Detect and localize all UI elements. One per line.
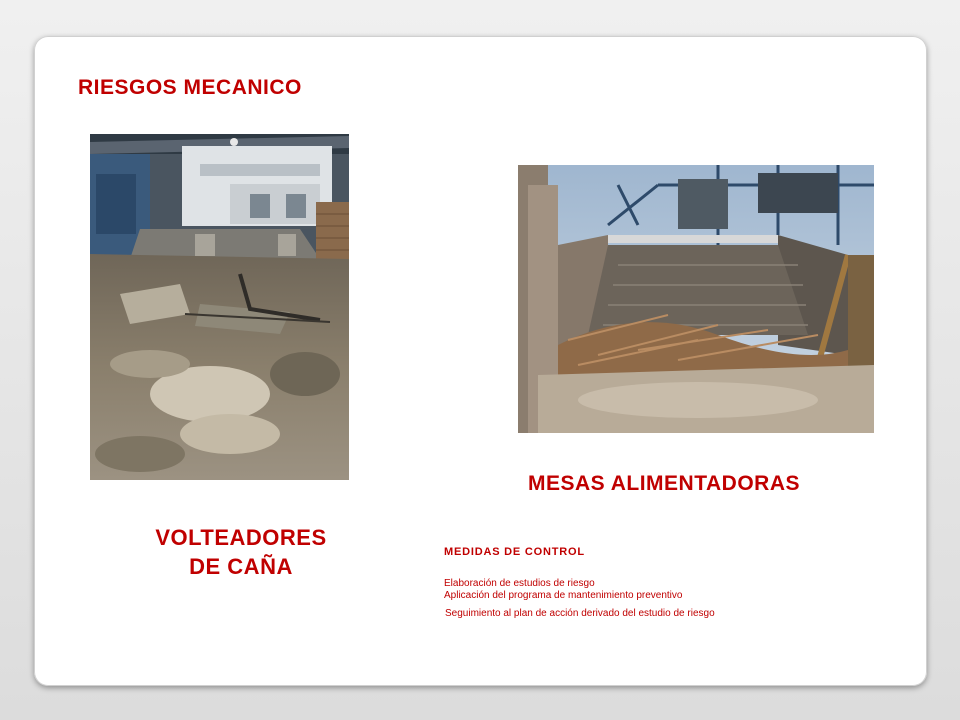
control-measure-item: Aplicación del programa de mantenimiento preventivo	[444, 590, 683, 601]
slide-title: RIESGOS MECANICO	[78, 76, 302, 99]
cane-tipper-photo	[90, 134, 349, 480]
control-measure-item: Elaboración de estudios de riesgo	[444, 578, 595, 589]
cane-tipper-caption-line1: VOLTEADORES	[155, 525, 327, 550]
control-measure-item: Seguimiento al plan de acción derivado del estudio de riesgo	[445, 608, 715, 619]
cane-tipper-caption	[130, 523, 352, 581]
feeding-tables-photo	[518, 165, 874, 433]
feeding-tables-caption: MESAS ALIMENTADORAS	[528, 472, 800, 495]
cane-tipper-caption-line2: DE CAÑA	[189, 554, 293, 579]
control-measures-heading: MEDIDAS DE CONTROL	[444, 546, 585, 558]
